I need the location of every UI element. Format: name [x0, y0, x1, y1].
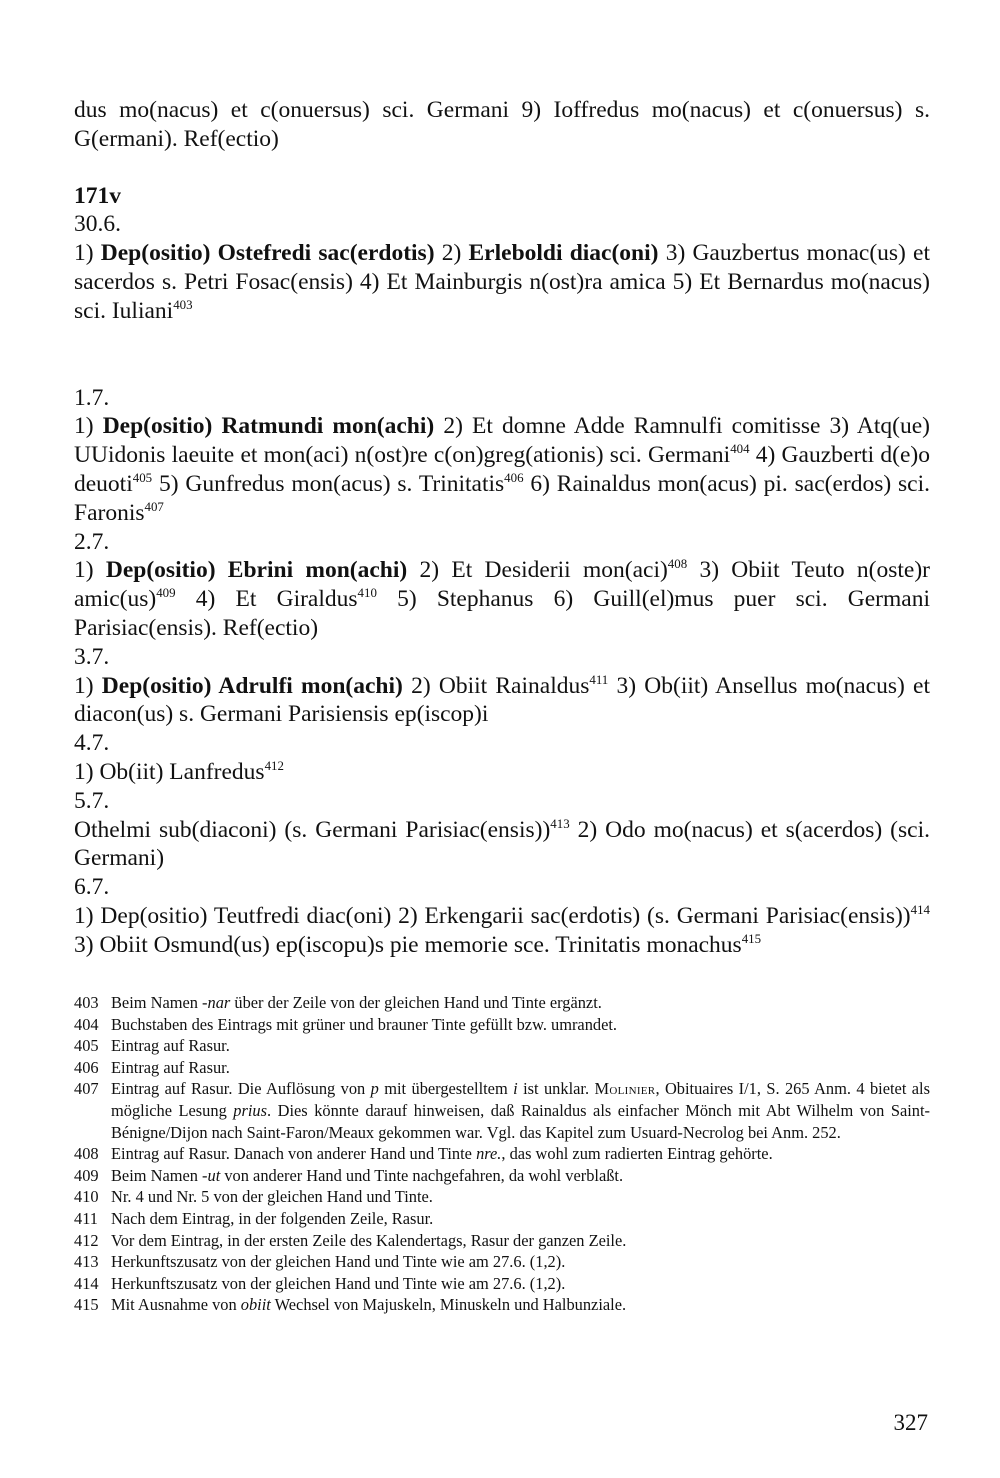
footnote-ref: 405: [132, 470, 153, 486]
footnote-number: 405: [74, 1036, 99, 1056]
footnote-ref: 411: [589, 671, 609, 687]
footnote: [74, 1014, 930, 1036]
text-run: 4) Gauzberti d(e)o deuoti: [74, 442, 930, 497]
text-run: dus mo(nacus) et c(onuersus) sci. Germani 9) Ioffredus mo(nacus) et c(onuersus) s. G(ermani). Ref(ectio): [74, 97, 930, 152]
date-heading: 6.7.: [74, 874, 110, 901]
italic-run: prius: [233, 1100, 267, 1120]
text-run: , Obituaires I/1, S. 265 Anm. 4 bietet als mögliche Lesung: [111, 1079, 930, 1120]
bold-run: Dep(ositio) Adrulfi mon(achi): [101, 672, 403, 699]
footnote-number: 407: [74, 1079, 99, 1099]
entry-paragraph: [74, 412, 930, 527]
text-run: 1): [74, 557, 106, 584]
footnote-number: 413: [74, 1252, 99, 1272]
footnote: [74, 1273, 930, 1295]
italic-run: -nar: [202, 993, 231, 1012]
spacer: [74, 326, 930, 384]
footnote-ref: 415: [741, 930, 762, 946]
footnote-number: 411: [74, 1208, 98, 1228]
entry-paragraph: [74, 556, 930, 642]
italic-run: obiit: [240, 1295, 271, 1315]
bold-run: Dep(ositio) Ratmundi mon(achi): [102, 413, 435, 440]
page-number: 327: [893, 1410, 928, 1435]
footnote-number: 410: [74, 1187, 99, 1207]
text-run: ist unklar.: [517, 1079, 595, 1099]
italic-run: nre.: [476, 1144, 502, 1164]
footnote-number: 406: [74, 1057, 99, 1077]
text-run: 2) Odo mo(nacus) et s(acerdos) (sci. Germani): [74, 816, 930, 872]
footnote-text: [111, 1165, 930, 1187]
text-run: Wechsel von Majuskeln, Minuskeln und Halbunziale.: [270, 1295, 627, 1315]
text-run: über der Zeile von der gleichen Hand und Tinte ergänzt.: [230, 993, 602, 1012]
footnote-number: 403: [74, 993, 99, 1012]
bold-run: Dep(ositio) Ostefredi sac(erdotis): [100, 240, 435, 267]
text-run: 3) Ob(iit) Ansellus mo(nacus) et diacon(us) s. Germani Parisiensis ep(iscop)i: [74, 672, 930, 728]
italic-run: i: [513, 1079, 518, 1099]
footnote-ref: 408: [667, 556, 688, 572]
footnote-text: [111, 1294, 930, 1316]
footnote-ref: 403: [173, 296, 193, 312]
footnote-text: [111, 992, 930, 1014]
text-run: 1): [74, 413, 103, 440]
footnote-number: 414: [74, 1273, 99, 1293]
date-heading: 3.7.: [74, 643, 110, 670]
footnote-text: Eintrag auf Rasur.: [111, 1057, 230, 1077]
footnote: [74, 1143, 930, 1165]
text-run: . Dies könnte darauf hinweisen, daß Rainaldus als einfacher Mönch mit Abt Wilhelm von Saint-Bénigne/Dijon nach Saint-Faron/Meaux gekommen war. Vgl. das Kapitel zum Usuard-Necrolog bei Anm. 252.: [111, 1100, 930, 1142]
date-heading: 1.7.: [74, 384, 110, 411]
footnote-number: 412: [74, 1230, 99, 1250]
text-run: Mit Ausnahme von: [111, 1295, 241, 1315]
entry-paragraph: [74, 902, 930, 960]
footnote-ref: 409: [156, 585, 176, 601]
text-run: Beim Namen: [111, 993, 203, 1012]
text-run: 2) Obiit Rainaldus: [402, 672, 590, 699]
date-heading: 30.6.: [74, 211, 121, 238]
text-run: 2) Et domne Adde Ramnulfi comitisse 3) Atq(ue) UUidonis laeuite et mon(aci) n(ost)re c(on)greg(ationis) sci. Germani: [74, 413, 931, 469]
text-run: , das wohl zum radierten Eintrag gehörte.: [501, 1144, 773, 1164]
body-text: [74, 96, 930, 960]
text-run: 1) Dep(ositio) Teutfredi diac(oni) 2) Erkengarii sac(erdotis) (s. Germani Parisiac(ensis)): [74, 902, 911, 929]
text-run: 3) Obiit Osmund(us) ep(iscopu)s pie memorie sce. Trinitatis monachus: [74, 931, 742, 958]
folio-heading: 171v: [74, 182, 121, 209]
text-run: von anderer Hand und Tinte nachgefahren, da wohl verblaßt.: [220, 1165, 624, 1185]
footnote-ref: 404: [730, 441, 750, 457]
footnote-text: [111, 1078, 930, 1143]
footnote-number: 404: [74, 1014, 99, 1034]
text-run: 1): [74, 240, 101, 267]
author-name: Molinier: [594, 1079, 656, 1099]
footnote-text: Vor dem Eintrag, in der ersten Zeile des Kalendertags, Rasur der ganzen Zeile.: [111, 1230, 627, 1250]
footnote-text: Buchstaben des Eintrags mit grüner und brauner Tinte gefüllt bzw. umrandet.: [111, 1014, 618, 1034]
footnote-number: 409: [74, 1165, 99, 1185]
footnote: [74, 1186, 930, 1208]
text-run: 6) Rainaldus mon(acus) pi. sac(erdos) sci. Faronis: [74, 470, 930, 526]
text-run: 2): [434, 240, 469, 267]
bold-run: Dep(ositio) Ebrini mon(achi): [105, 557, 408, 584]
text-run: Othelmi sub(diaconi) (s. Germani Parisiac(ensis)): [74, 816, 551, 843]
footnote: [74, 992, 930, 1014]
text-run: Beim Namen: [111, 1165, 203, 1185]
entry-paragraph: [74, 239, 930, 325]
footnote-number: 408: [74, 1144, 99, 1164]
footnote: [74, 1078, 930, 1143]
date-heading: 2.7.: [74, 528, 110, 555]
text-run: mit übergestelltem: [378, 1079, 514, 1099]
text-run: 3) Gauzbertus monac(us) et sacerdos s. Petri Fosac(ensis) 4) Et Mainburgis n(ost)ra amica 5) Et Bernardus mo(nacus) sci. Iuliani: [74, 240, 931, 324]
text-run: Eintrag auf Rasur. Die Auflösung von: [111, 1079, 371, 1099]
footnote: [74, 1294, 930, 1316]
footnote: [74, 1165, 930, 1187]
footnote: [74, 1251, 930, 1273]
footnote-text: Nach dem Eintrag, in der folgenden Zeile, Rasur.: [111, 1208, 434, 1228]
text-run: 1): [74, 672, 102, 699]
footnote-ref: 407: [144, 498, 164, 514]
text-run: 4) Et Giraldus: [175, 586, 358, 613]
text-run: 3) Obiit Teuto n(oste)r amic(us): [74, 557, 931, 613]
text-run: 5) Gunfredus mon(acus) s. Trinitatis: [152, 470, 505, 497]
text-run: 5) Stephanus 6) Guill(el)mus puer sci. Germani Parisiac(ensis). Ref(ectio): [74, 586, 930, 641]
footnote-text: [111, 1143, 930, 1165]
entry-paragraph: [74, 672, 930, 730]
footnote-number: 415: [74, 1295, 99, 1315]
text-run: 1) Ob(iit) Lanfredus: [74, 758, 265, 785]
text-run: Eintrag auf Rasur. Danach von anderer Hand und Tinte: [111, 1144, 477, 1164]
continuation-paragraph: [74, 96, 930, 154]
footnote: [74, 1035, 930, 1057]
entry-paragraph: [74, 816, 930, 874]
footnote: [74, 1057, 930, 1079]
footnote-text: Nr. 4 und Nr. 5 von der gleichen Hand und Tinte.: [111, 1187, 433, 1207]
footnote: [74, 1230, 930, 1252]
date-heading: 5.7.: [74, 787, 110, 814]
footnote-ref: 410: [357, 585, 377, 601]
footnote-ref: 412: [264, 758, 284, 774]
footnote-text: Herkunftszusatz von der gleichen Hand und Tinte wie am 27.6. (1,2).: [111, 1252, 566, 1272]
main-text: [74, 96, 930, 960]
italic-run: p: [370, 1079, 379, 1099]
footnote-ref: 413: [550, 815, 570, 831]
footnotes: [74, 992, 930, 1316]
footnote-ref: 406: [504, 470, 524, 486]
bold-run: Erleboldi diac(oni): [468, 240, 659, 267]
date-heading: 4.7.: [74, 730, 110, 757]
footnote-ref: 414: [910, 902, 930, 918]
footnote: [74, 1208, 930, 1230]
entry-paragraph: [74, 758, 930, 787]
footnote-text: Herkunftszusatz von der gleichen Hand und Tinte wie am 27.6. (1,2).: [111, 1273, 566, 1293]
text-run: 2) Et Desiderii mon(aci): [407, 557, 668, 584]
italic-run: -ut: [202, 1165, 221, 1185]
footnote-text: Eintrag auf Rasur.: [111, 1036, 230, 1056]
